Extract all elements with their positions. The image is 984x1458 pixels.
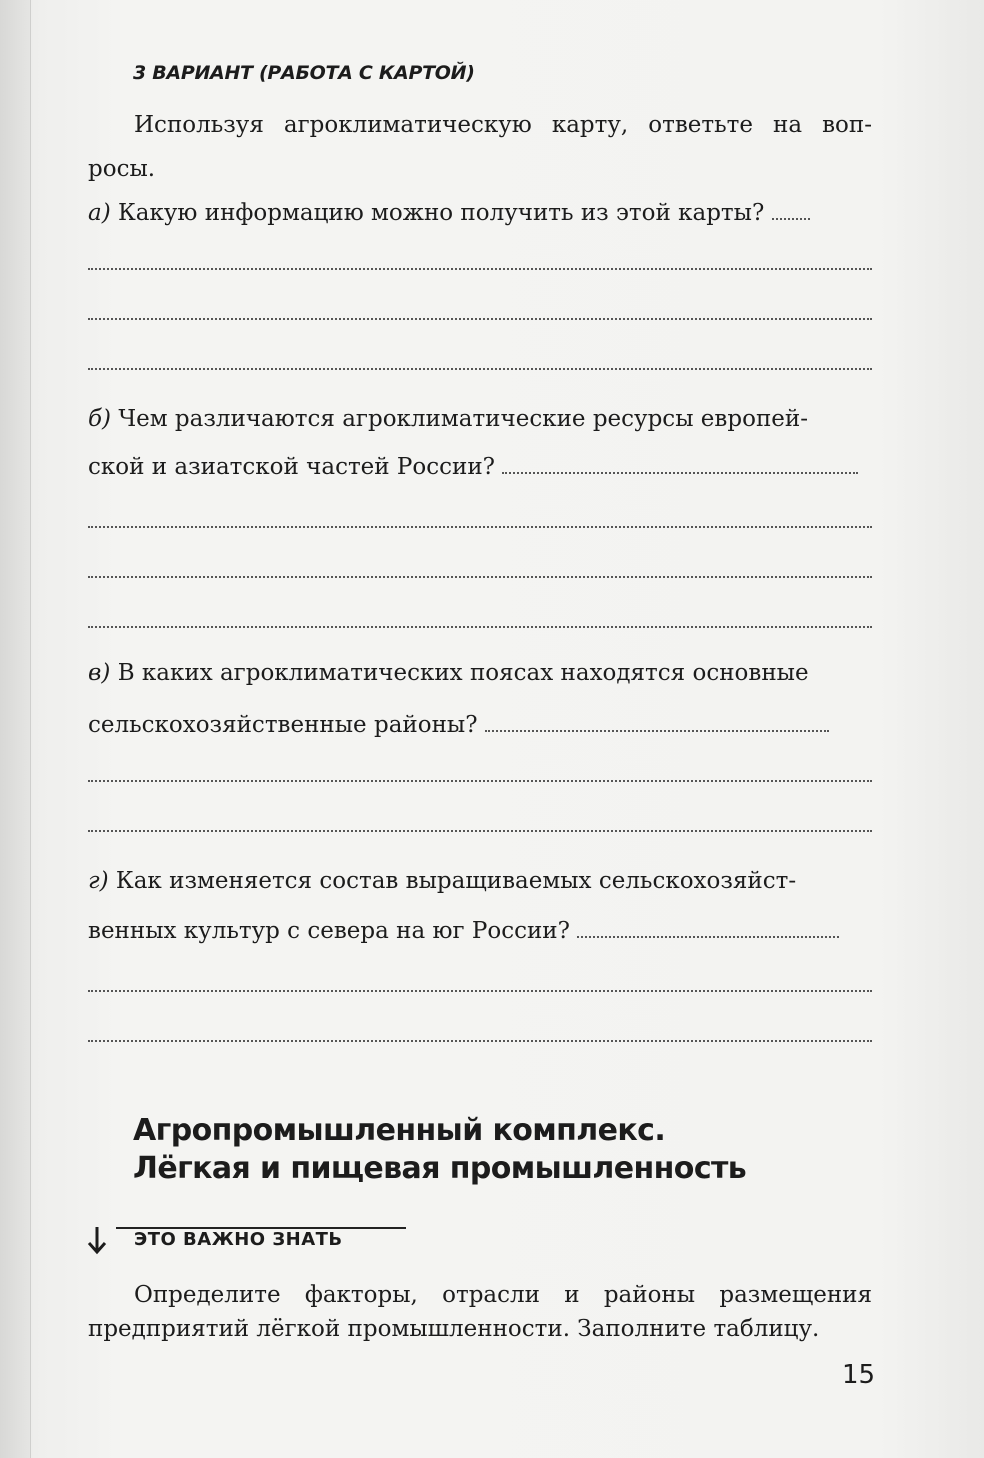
question-b-line-2 [88, 454, 872, 480]
answer-a-line-1[interactable] [88, 268, 872, 270]
answer-v-line-2[interactable] [88, 830, 872, 832]
answer-b-line-2[interactable] [88, 576, 872, 578]
question-g-label: г) [88, 868, 109, 894]
final-text: Определите факторы, отрасли и районы размещения предприятий лёгкой промышленности. Заполните таблицу. [88, 1282, 872, 1342]
question-b-text-1: Чем различаются агроклиматические ресурсы европей- [118, 406, 808, 432]
answer-b-line-3[interactable] [88, 626, 872, 628]
answer-a-line-3[interactable] [88, 368, 872, 370]
intro-line-2: росы. [88, 156, 156, 182]
question-b-label: б) [88, 406, 112, 432]
question-a-label: а) [88, 200, 111, 226]
answer-g-line-1[interactable] [88, 990, 872, 992]
page-number: 15 [842, 1360, 876, 1390]
section-title-line-2: Лёгкая и пищевая промышленность [133, 1151, 747, 1186]
answer-v-inline[interactable] [485, 729, 829, 732]
answer-a-line-2[interactable] [88, 318, 872, 320]
arrow-down-icon [86, 1225, 108, 1255]
question-v-label: в) [88, 660, 111, 686]
section-title-line-1: Агропромышленный комплекс. [133, 1113, 666, 1148]
question-g-text-2: венных культур с севера на юг России? [88, 918, 570, 944]
answer-g-line-2[interactable] [88, 1040, 872, 1042]
answer-a-inline[interactable] [772, 217, 810, 220]
important-label: ЭТО ВАЖНО ЗНАТЬ [134, 1229, 343, 1250]
intro-text [88, 103, 872, 191]
answer-b-line-1[interactable] [88, 526, 872, 528]
answer-v-line-1[interactable] [88, 780, 872, 782]
answer-g-inline[interactable] [577, 935, 839, 938]
variant-title: 3 ВАРИАНТ (РАБОТА С КАРТОЙ) [133, 62, 475, 84]
question-a [88, 200, 872, 226]
answer-b-inline[interactable] [502, 471, 858, 474]
question-v-line-2 [88, 712, 872, 738]
intro-line-1: Используя агроклиматическую карту, ответьте на воп- [134, 112, 872, 138]
question-v-text-1: В каких агроклиматических поясах находятся основные [117, 660, 809, 686]
important-header [86, 1225, 406, 1255]
previous-page-edge [0, 0, 31, 1458]
question-g-line-1 [88, 868, 872, 894]
question-v-text-2: сельскохозяйственные районы? [88, 712, 478, 738]
question-a-text: Какую информацию можно получить из этой карты? [118, 200, 765, 226]
question-g-line-2 [88, 918, 872, 944]
question-g-text-1: Как изменяется состав выращиваемых сельскохозяйст- [115, 868, 797, 894]
section-title [133, 1112, 746, 1188]
question-v-line-1 [88, 660, 872, 686]
question-b-text-2: ской и азиатской частей России? [88, 454, 496, 480]
question-b-line-1 [88, 406, 872, 432]
